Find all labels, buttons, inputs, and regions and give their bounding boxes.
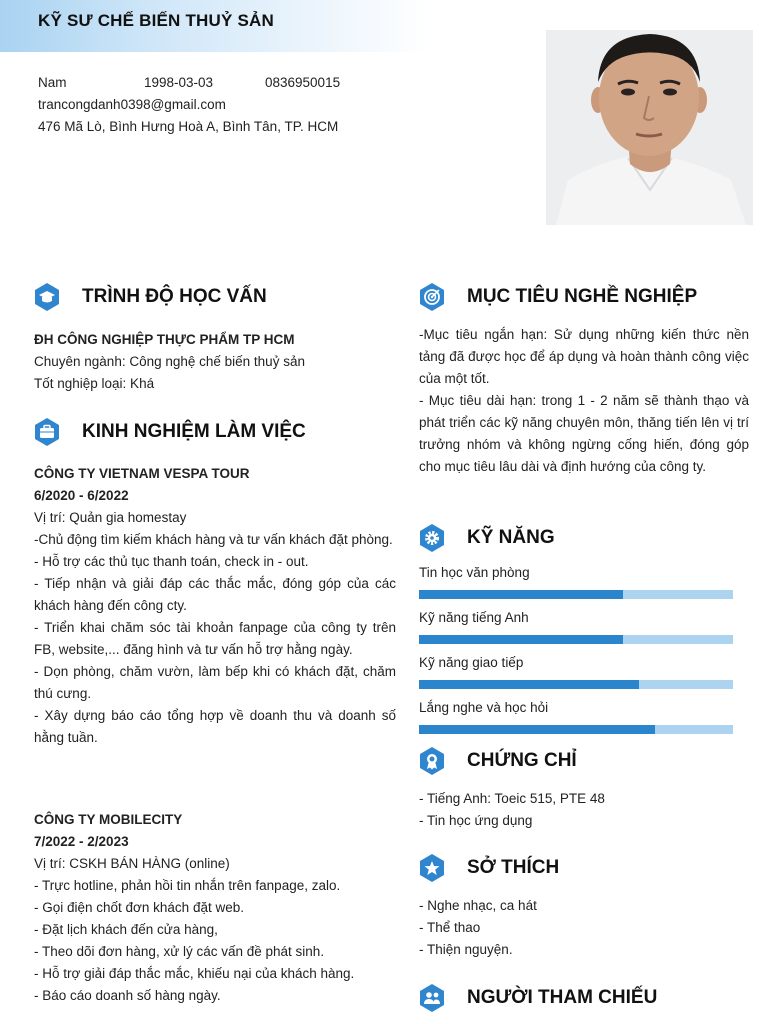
job-duty: - Trực hotline, phản hồi tin nhắn trên fanpage, zalo. — [34, 878, 341, 893]
gender: Nam — [38, 75, 67, 90]
education-block — [34, 329, 396, 395]
skill-label: Lắng nghe và học hỏi — [419, 700, 549, 715]
email: trancongdanh0398@gmail.com — [38, 97, 226, 112]
job-company: CÔNG TY MOBILECITY — [34, 812, 183, 827]
job-position: Vị trí: Quản gia homestay — [34, 510, 187, 525]
job-duty: - Triển khai chăm sóc tài khoản fanpage của công ty trên FB, website,... đăng hình và tư vấn hỗ trợ hằng ngày. — [34, 620, 396, 657]
gear-icon — [419, 523, 445, 553]
job-duty: - Hỗ trợ các thủ tục thanh toán, check in - out. — [34, 554, 309, 569]
birthdate: 1998-03-03 — [144, 75, 214, 90]
people-icon — [419, 983, 445, 1013]
hobbies-block — [419, 895, 749, 961]
skills-heading: KỸ NĂNG — [467, 527, 555, 548]
skill-bar-fill — [419, 680, 639, 689]
star-icon — [419, 853, 445, 883]
job-duty: - Gọi điện chốt đơn khách đặt web. — [34, 900, 244, 915]
graduation-cap-icon — [34, 282, 60, 312]
job-2 — [34, 809, 396, 1007]
skill-bar-fill — [419, 635, 623, 644]
objective-short-term: -Mục tiêu ngắn hạn: Sử dụng những kiến thức nền tảng đã được học để áp dụng và hoàn thành công việc của một tốt. — [419, 327, 749, 386]
phone: 0836950015 — [265, 75, 341, 90]
skill-bar-track — [419, 635, 733, 644]
award-icon — [419, 746, 445, 776]
job-title: KỸ SƯ CHẾ BIẾN THUỶ SẢN — [38, 11, 274, 30]
job-company: CÔNG TY VIETNAM VESPA TOUR — [34, 466, 250, 481]
job-duty: - Hỗ trợ giải đáp thắc mắc, khiếu nại của khách hàng. — [34, 966, 355, 981]
references-heading: NGƯỜI THAM CHIẾU — [467, 987, 658, 1008]
school-name: ĐH CÔNG NGHIỆP THỰC PHẨM TP HCM — [34, 332, 295, 347]
hobby-item: - Thể thao — [419, 920, 481, 935]
job-duty: - Xây dựng báo cáo tổng hợp về doanh thu và doanh số hằng tuần. — [34, 708, 396, 745]
skill-label: Kỹ năng giao tiếp — [419, 655, 524, 670]
hobby-item: - Thiện nguyện. — [419, 942, 513, 957]
grade: Tốt nghiệp loại: Khá — [34, 376, 155, 391]
skill-bar-track — [419, 680, 733, 689]
job-duty: - Theo dõi đơn hàng, xử lý các vấn đề phát sinh. — [34, 944, 325, 959]
experience-heading: KINH NGHIỆM LÀM VIỆC — [82, 421, 306, 442]
skill-bar-fill — [419, 590, 623, 599]
profile-photo — [546, 30, 753, 225]
job-duty: - Dọn phòng, chăm vườn, làm bếp khi có khách đặt, chăm thú cưng. — [34, 664, 396, 701]
job-period: 6/2020 - 6/2022 — [34, 488, 129, 503]
skill-bar-fill — [419, 725, 655, 734]
job-period: 7/2022 - 2/2023 — [34, 834, 129, 849]
job-duty: - Báo cáo doanh số hàng ngày. — [34, 988, 221, 1003]
major: Chuyên ngành: Công nghệ chế biến thuỷ sản — [34, 354, 305, 369]
job-1 — [34, 463, 396, 749]
hobbies-heading: SỞ THÍCH — [467, 857, 560, 878]
skill-bar-track — [419, 725, 733, 734]
hobby-item: - Nghe nhạc, ca hát — [419, 898, 537, 913]
address: 476 Mã Lò, Bình Hưng Hoà A, Bình Tân, TP. HCM — [38, 119, 339, 134]
skill-label: Kỹ năng tiếng Anh — [419, 610, 529, 625]
job-duty: - Đặt lịch khách đến cửa hàng, — [34, 922, 218, 937]
objective-block — [419, 324, 749, 478]
certificates-block — [419, 788, 749, 832]
certificates-heading: CHỨNG CHỈ — [467, 750, 577, 771]
skill-label: Tin học văn phòng — [419, 565, 530, 580]
job-duty: - Tiếp nhận và giải đáp các thắc mắc, đóng góp của các khách hàng đến công cty. — [34, 576, 396, 613]
objective-heading: MỤC TIÊU NGHỀ NGHIỆP — [467, 286, 698, 307]
job-position: Vị trí: CSKH BÁN HÀNG (online) — [34, 856, 230, 871]
certificate-item: - Tiếng Anh: Toeic 515, PTE 48 — [419, 791, 605, 806]
skill-bar-track — [419, 590, 733, 599]
job-duty: -Chủ động tìm kiếm khách hàng và tư vấn khách đặt phòng. — [34, 532, 393, 547]
certificate-item: - Tin học ứng dụng — [419, 813, 533, 828]
target-icon — [419, 282, 445, 312]
briefcase-icon — [34, 417, 60, 447]
objective-long-term: - Mục tiêu dài hạn: trong 1 - 2 năm sẽ thành thạo và phát triển các kỹ năng chuyên môn, thăng tiến lên vị trí trưởng nhóm và không ngừng cống hiến, đóng góp cho mục tiêu lâu dài và định hướng của công ty. — [419, 393, 749, 474]
education-heading: TRÌNH ĐỘ HỌC VẤN — [82, 286, 267, 307]
